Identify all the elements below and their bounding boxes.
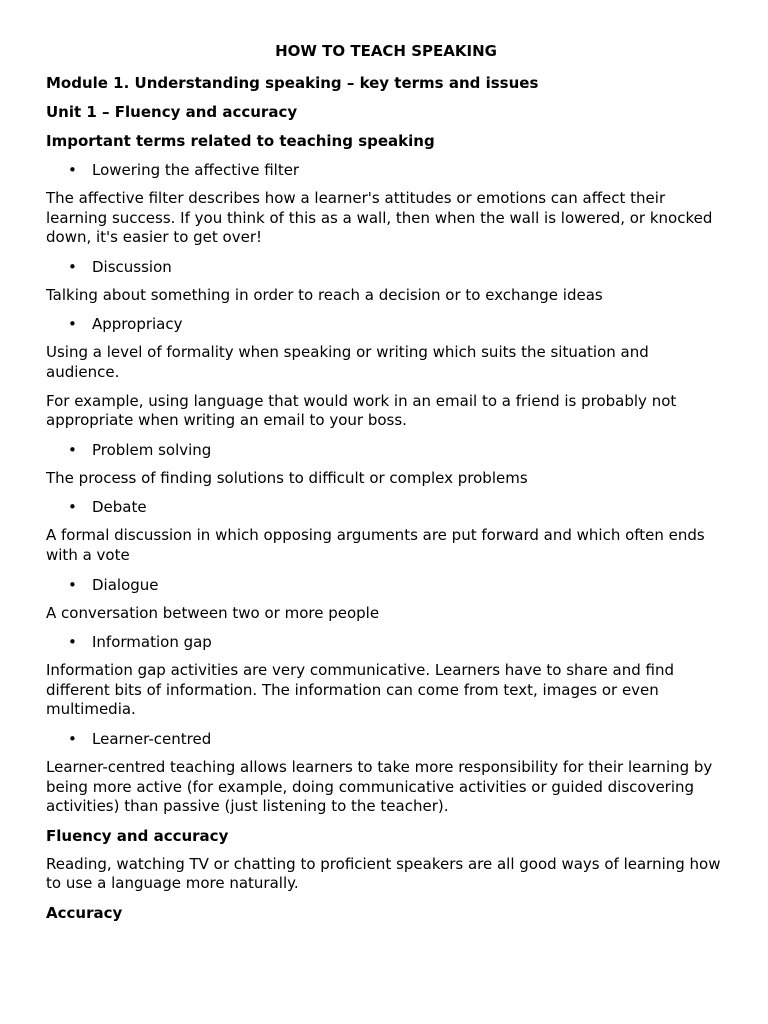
bullet-icon: • <box>68 633 77 652</box>
term-bullet-item <box>46 440 726 460</box>
term-label: Debate <box>92 498 147 517</box>
term-bullet-item <box>46 575 726 595</box>
term-definition: Learner-centred teaching allows learners to take more responsibility for their learning by being more active (for example, doing communicative activities or guided discovering activities) than passive (just listening to the teacher). <box>46 757 713 816</box>
term-bullet-item <box>46 729 726 749</box>
accuracy-heading: Accuracy <box>46 903 123 922</box>
terms-heading: Important terms related to teaching speaking <box>46 132 435 150</box>
term-bullet-item <box>46 632 726 652</box>
term-definition: A formal discussion in which opposing arguments are put forward and which often ends with a vote <box>46 526 705 564</box>
term-label: Information gap <box>92 633 212 652</box>
bullet-icon: • <box>68 257 77 276</box>
bullet-icon: • <box>68 729 77 748</box>
term-definition: The process of finding solutions to difficult or complex problems <box>46 468 528 487</box>
term-bullet-item <box>46 497 726 517</box>
bullet-icon: • <box>68 315 77 334</box>
term-label: Lowering the affective filter <box>92 161 300 179</box>
term-definition: Information gap activities are very communicative. Learners have to share and find different bits of information. The information can come from text, images or even multimedia. <box>46 661 675 719</box>
module-heading: Module 1. Understanding speaking – key terms and issues <box>46 74 539 92</box>
bullet-icon: • <box>68 498 77 517</box>
term-definition: The affective filter describes how a learner's attitudes or emotions can affect their learning success. If you think of this as a wall, then when the wall is lowered, or knocked down, it's easier to get over! <box>46 189 713 247</box>
fluency-paragraph: Reading, watching TV or chatting to proficient speakers are all good ways of learning how to use a language more naturally. <box>46 854 721 893</box>
terms-list <box>46 160 726 817</box>
fluency-heading: Fluency and accuracy <box>46 826 229 845</box>
bullet-icon: • <box>68 161 77 179</box>
term-label: Learner-centred <box>92 729 212 748</box>
term-label: Dialogue <box>92 575 159 594</box>
unit-heading: Unit 1 – Fluency and accuracy <box>46 103 298 121</box>
term-definition: For example, using language that would work in an email to a friend is probably not appropriate when writing an email to your boss. <box>46 391 677 430</box>
term-label: Appropriacy <box>92 315 183 334</box>
bullet-icon: • <box>68 440 77 459</box>
term-bullet-item <box>46 257 726 277</box>
document-page <box>46 40 726 932</box>
term-bullet-item <box>46 314 726 334</box>
term-bullet-item <box>46 160 726 180</box>
term-label: Problem solving <box>92 440 212 459</box>
bullet-icon: • <box>68 575 77 594</box>
term-definition: A conversation between two or more people <box>46 603 380 622</box>
term-definition: Using a level of formality when speaking or writing which suits the situation and audience. <box>46 343 649 381</box>
term-label: Discussion <box>92 257 172 276</box>
term-definition: Talking about something in order to reach a decision or to exchange ideas <box>46 285 603 304</box>
document-title: HOW TO TEACH SPEAKING <box>275 42 497 60</box>
